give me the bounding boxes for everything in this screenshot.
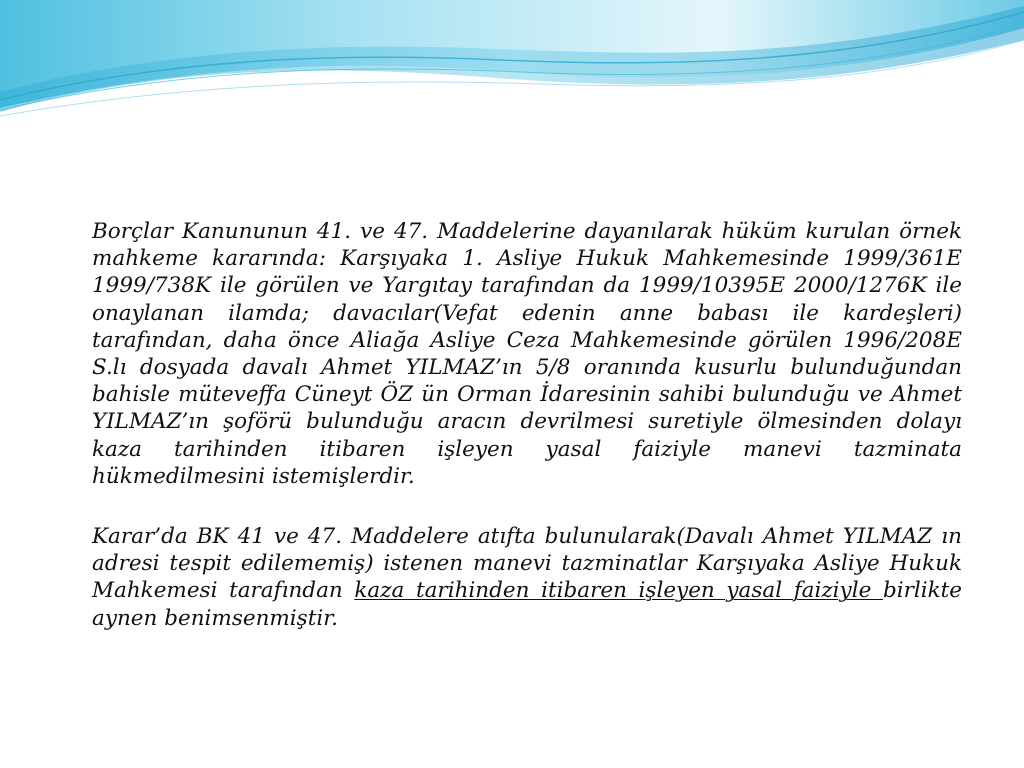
paragraph-2-text-before: Karar’da BK 41 ve 47. Maddelere atıfta bulunularak(Davalı Ahmet YILMAZ ın adresi tespit edilememiş) istenen manevi tazminatlar Karşıyaka Asliye Hukuk Mahkemesi tarafından [92,524,962,604]
paragraph-2-text-after: birlikte aynen benimsenmiştir. [92,578,962,631]
paragraph-2-underlined-text: kaza tarihinden itibaren işleyen yasal faiziyle [354,578,883,604]
paragraph-2 [92,523,962,632]
slide-body [92,218,962,632]
paragraph-1: Borçlar Kanununun 41. ve 47. Maddelerine dayanılarak hüküm kurulan örnek mahkeme kararında: Karşıyaka 1. Asliye Hukuk Mahkemesinde 1999/361E 1999/738K ile görülen ve Yargıtay tarafından da 1999/10395E 2000/1276K ile onaylanan ilamda; davacılar(Vefat edenin anne babası ile kardeşleri) tarafından, daha önce Aliağa Asliye Ceza Mahkemesinde görülen 1996/208E S.lı dosyada davalı Ahmet YILMAZ’ın 5/8 oranında kusurlu bulunduğundan bahisle müteveffa Cüneyt ÖZ ün Orman İdaresinin sahibi bulunduğu ve Ahmet YILMAZ’ın şoförü bulunduğu aracın devrilmesi suretiyle ölmesinden dolayı kaza tarihinden itibaren işleyen yasal faiziyle manevi tazminata hükmedilmesini istemişlerdir. [92,219,962,489]
wave-header-decoration [0,0,1024,130]
